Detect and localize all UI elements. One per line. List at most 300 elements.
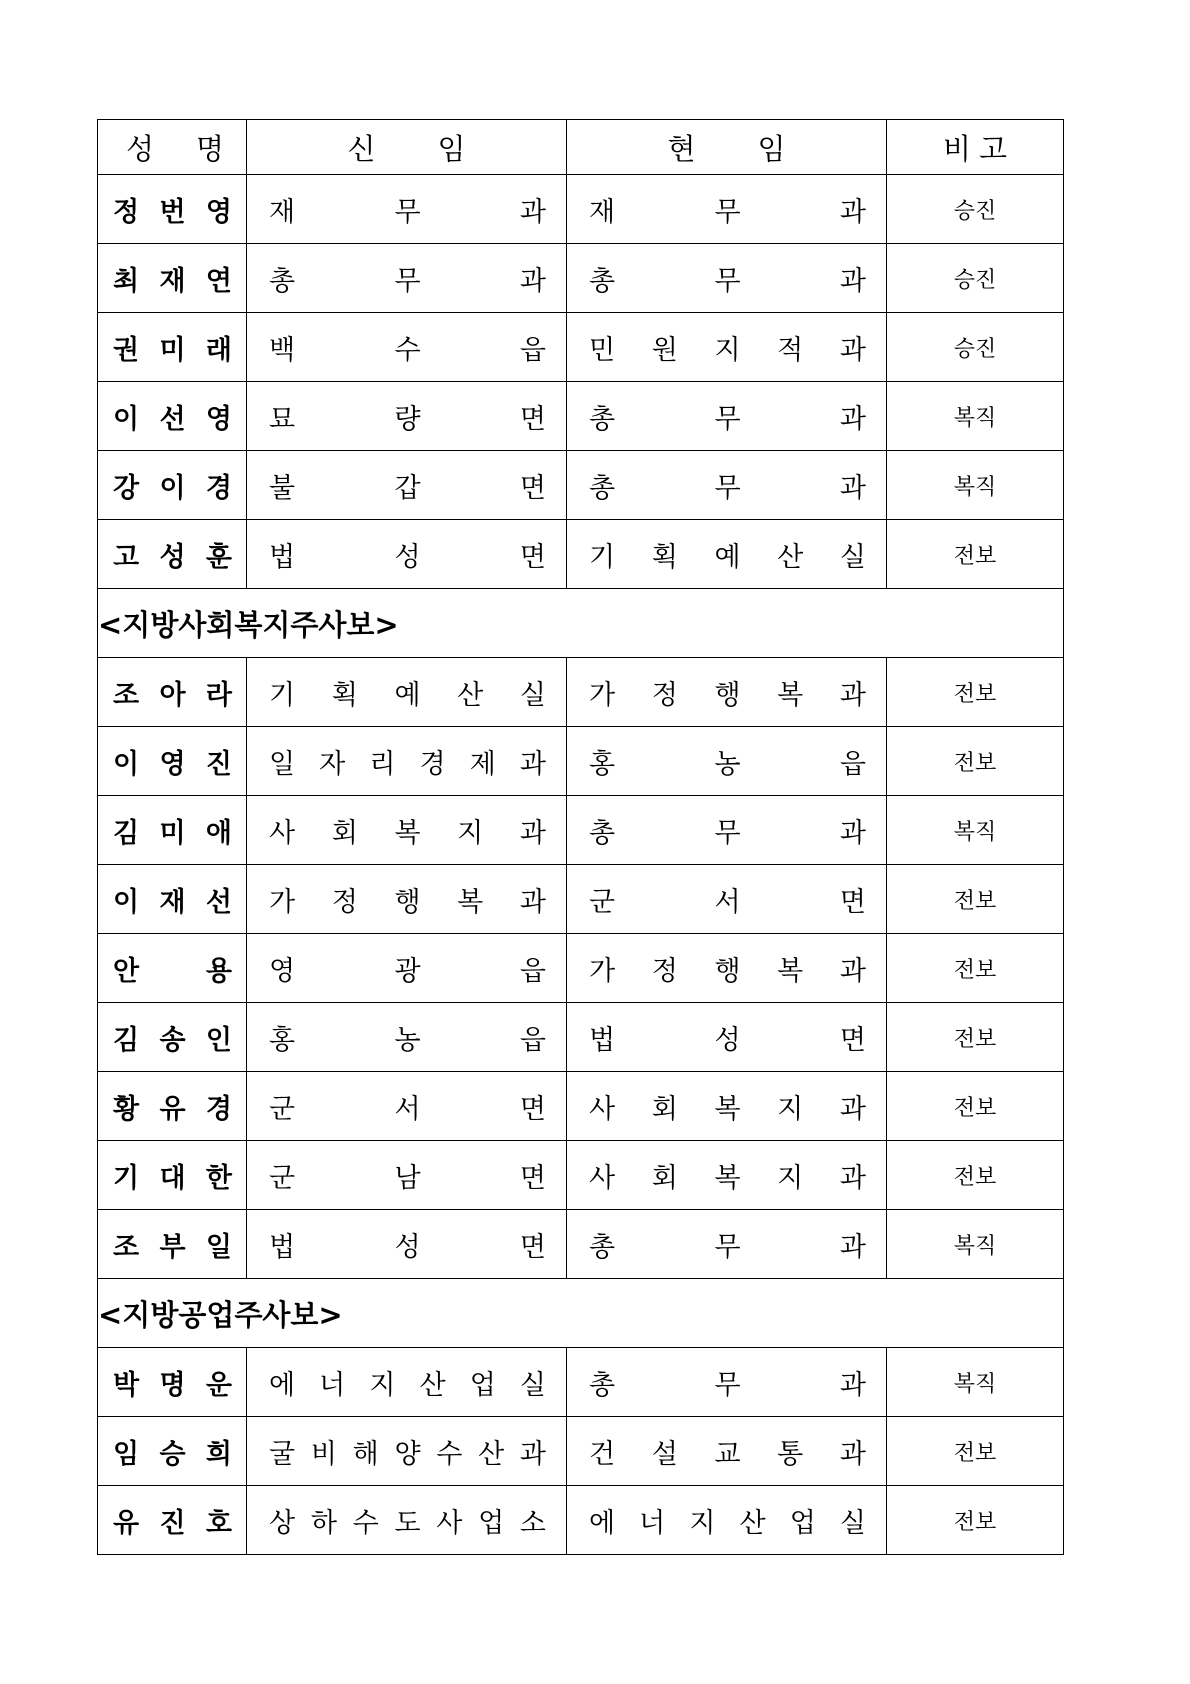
note-cell: 전보 bbox=[887, 1486, 1064, 1555]
person-name-char: 임 bbox=[113, 1438, 140, 1470]
new-post bbox=[247, 742, 566, 781]
person-name-char: 승 bbox=[159, 1438, 186, 1470]
new-post bbox=[247, 1432, 566, 1471]
table-row bbox=[98, 451, 1064, 520]
new-post-char: 과 bbox=[519, 265, 546, 297]
person-name-char: 김 bbox=[113, 1024, 140, 1056]
person-name-char: 명 bbox=[159, 1369, 186, 1401]
header-row bbox=[98, 120, 1064, 175]
person-name-char: 고 bbox=[113, 541, 140, 573]
current-post-char: 무 bbox=[714, 403, 741, 435]
new-post-char: 읍 bbox=[519, 334, 546, 366]
header-current-post bbox=[567, 120, 887, 175]
note-cell: 전보 bbox=[887, 1072, 1064, 1141]
note-cell: 복직 bbox=[887, 796, 1064, 865]
current-post-char: 서 bbox=[714, 886, 741, 918]
new-post-char: 군 bbox=[269, 1093, 296, 1125]
person-name bbox=[98, 1501, 246, 1540]
person-name-char: 영 bbox=[205, 196, 232, 228]
note-cell: 전보 bbox=[887, 520, 1064, 589]
current-post bbox=[567, 190, 886, 229]
note-cell: 복직 bbox=[887, 451, 1064, 520]
person-name-char: 조 bbox=[113, 1231, 140, 1263]
person-name-char: 희 bbox=[205, 1438, 232, 1470]
current-post-char: 행 bbox=[714, 955, 741, 987]
new-post-char: 업 bbox=[469, 1369, 496, 1401]
current-post-char: 무 bbox=[714, 817, 741, 849]
person-name-char: 한 bbox=[205, 1162, 232, 1194]
new-post-char: 사 bbox=[436, 1507, 463, 1539]
new-post-char: 일 bbox=[269, 748, 296, 780]
person-name-char: 유 bbox=[113, 1507, 140, 1539]
new-post-char: 도 bbox=[394, 1507, 421, 1539]
table-row bbox=[98, 865, 1064, 934]
person-name-char: 경 bbox=[205, 472, 232, 504]
table-row bbox=[98, 934, 1064, 1003]
current-post bbox=[567, 259, 886, 298]
person-name-cell bbox=[98, 382, 247, 451]
new-post bbox=[247, 397, 566, 436]
current-post-char: 읍 bbox=[839, 748, 866, 780]
person-name-char: 기 bbox=[113, 1162, 140, 1194]
current-post bbox=[567, 535, 886, 574]
person-name-char: 운 bbox=[205, 1369, 232, 1401]
new-post-char: 무 bbox=[394, 265, 421, 297]
current-post-char: 농 bbox=[714, 748, 741, 780]
person-name-char: 아 bbox=[159, 679, 186, 711]
current-post-char: 가 bbox=[589, 955, 616, 987]
person-name-char: 성 bbox=[159, 541, 186, 573]
current-post-cell bbox=[567, 520, 887, 589]
header-note-char: 비 bbox=[942, 131, 971, 166]
section-title: <지방사회복지주사보> bbox=[98, 589, 1064, 658]
new-post-char: 읍 bbox=[519, 1024, 546, 1056]
new-post-char: 성 bbox=[394, 541, 421, 573]
current-post-char: 과 bbox=[839, 1093, 866, 1125]
current-post-cell bbox=[567, 934, 887, 1003]
current-post-char: 과 bbox=[839, 472, 866, 504]
person-name-char: 영 bbox=[159, 748, 186, 780]
new-post-cell bbox=[247, 1141, 567, 1210]
new-post-char: 기 bbox=[269, 679, 296, 711]
new-post-char: 비 bbox=[310, 1438, 337, 1470]
person-name-char: 애 bbox=[205, 817, 232, 849]
person-name-char: 정 bbox=[113, 196, 140, 228]
person-name-char: 대 bbox=[159, 1162, 186, 1194]
new-post-char: 복 bbox=[394, 817, 421, 849]
person-name-char: 안 bbox=[113, 955, 140, 987]
person-name-char: 최 bbox=[113, 265, 140, 297]
current-post-char: 총 bbox=[589, 472, 616, 504]
person-name bbox=[98, 880, 246, 919]
person-name-cell bbox=[98, 520, 247, 589]
new-post bbox=[247, 190, 566, 229]
current-post-char: 복 bbox=[714, 1093, 741, 1125]
new-post bbox=[247, 259, 566, 298]
new-post-char: 성 bbox=[394, 1231, 421, 1263]
table-row bbox=[98, 658, 1064, 727]
new-post-char: 읍 bbox=[519, 955, 546, 987]
person-name-cell bbox=[98, 175, 247, 244]
new-post-char: 면 bbox=[519, 1231, 546, 1263]
person-name-char: 송 bbox=[159, 1024, 186, 1056]
current-post-char: 무 bbox=[714, 265, 741, 297]
person-name-char: 번 bbox=[159, 196, 186, 228]
new-post-cell bbox=[247, 934, 567, 1003]
new-post-char: 제 bbox=[469, 748, 496, 780]
current-post-char: 건 bbox=[589, 1438, 616, 1470]
current-post-char: 복 bbox=[777, 679, 804, 711]
current-post-char: 사 bbox=[589, 1093, 616, 1125]
new-post-char: 면 bbox=[519, 403, 546, 435]
new-post-cell bbox=[247, 520, 567, 589]
new-post-char: 획 bbox=[331, 679, 358, 711]
new-post bbox=[247, 535, 566, 574]
header-note-char: 고 bbox=[979, 131, 1008, 166]
person-name bbox=[98, 190, 246, 229]
new-post bbox=[247, 811, 566, 850]
person-name-char: 선 bbox=[205, 886, 232, 918]
current-post-char: 회 bbox=[651, 1162, 678, 1194]
current-post bbox=[567, 1018, 886, 1057]
new-post-char: 예 bbox=[394, 679, 421, 711]
person-name bbox=[98, 397, 246, 436]
current-post-char: 정 bbox=[651, 955, 678, 987]
current-post-char: 과 bbox=[839, 334, 866, 366]
new-post-cell bbox=[247, 382, 567, 451]
note-cell: 복직 bbox=[887, 1348, 1064, 1417]
person-name-char: 김 bbox=[113, 817, 140, 849]
person-name-cell bbox=[98, 1486, 247, 1555]
table-row bbox=[98, 1072, 1064, 1141]
current-post-char: 과 bbox=[839, 265, 866, 297]
new-post-char: 과 bbox=[519, 748, 546, 780]
person-name-char: 경 bbox=[205, 1093, 232, 1125]
new-post-char: 해 bbox=[352, 1438, 379, 1470]
table-row bbox=[98, 382, 1064, 451]
current-post-char: 군 bbox=[589, 886, 616, 918]
current-post-char: 면 bbox=[839, 1024, 866, 1056]
new-post-char: 백 bbox=[269, 334, 296, 366]
person-name-char: 연 bbox=[205, 265, 232, 297]
new-post-char: 실 bbox=[519, 1369, 546, 1401]
person-name-cell bbox=[98, 1072, 247, 1141]
current-post-char: 회 bbox=[651, 1093, 678, 1125]
person-name-char: 호 bbox=[205, 1507, 232, 1539]
person-name-char: 유 bbox=[159, 1093, 186, 1125]
new-post-char: 지 bbox=[457, 817, 484, 849]
new-post-char: 상 bbox=[269, 1507, 296, 1539]
new-post-char: 과 bbox=[519, 817, 546, 849]
person-name-char: 선 bbox=[159, 403, 186, 435]
new-post bbox=[247, 949, 566, 988]
header-new-post bbox=[247, 120, 567, 175]
new-post-cell bbox=[247, 313, 567, 382]
current-post-char: 업 bbox=[789, 1507, 816, 1539]
current-post-char: 지 bbox=[714, 334, 741, 366]
new-post bbox=[247, 673, 566, 712]
current-post-cell bbox=[567, 175, 887, 244]
current-post-char: 산 bbox=[777, 541, 804, 573]
current-post bbox=[567, 1225, 886, 1264]
table-row bbox=[98, 1210, 1064, 1279]
person-name-cell bbox=[98, 658, 247, 727]
current-post-char: 너 bbox=[639, 1507, 666, 1539]
current-post-cell bbox=[567, 1003, 887, 1072]
current-post bbox=[567, 1363, 886, 1402]
person-name-cell bbox=[98, 1348, 247, 1417]
section-row bbox=[98, 1279, 1064, 1348]
person-name bbox=[98, 1018, 246, 1057]
new-post bbox=[247, 1018, 566, 1057]
person-name-char: 미 bbox=[159, 334, 186, 366]
person-name-cell bbox=[98, 934, 247, 1003]
current-post-char: 통 bbox=[777, 1438, 804, 1470]
current-post bbox=[567, 1156, 886, 1195]
person-name-char: 조 bbox=[113, 679, 140, 711]
person-name-char: 일 bbox=[205, 1231, 232, 1263]
table-row bbox=[98, 1003, 1064, 1072]
new-post-cell bbox=[247, 796, 567, 865]
current-post-char: 총 bbox=[589, 817, 616, 849]
new-post-char: 굴 bbox=[269, 1438, 296, 1470]
current-post bbox=[567, 1432, 886, 1471]
current-post-cell bbox=[567, 244, 887, 313]
new-post-char: 군 bbox=[269, 1162, 296, 1194]
current-post-char: 기 bbox=[589, 541, 616, 573]
note-cell: 승진 bbox=[887, 244, 1064, 313]
new-post-char: 수 bbox=[352, 1507, 379, 1539]
current-post-char: 복 bbox=[777, 955, 804, 987]
current-post-char: 과 bbox=[839, 403, 866, 435]
header-current-post-char: 현 bbox=[667, 131, 696, 166]
new-post bbox=[247, 1225, 566, 1264]
current-post bbox=[567, 466, 886, 505]
note-cell: 전보 bbox=[887, 1417, 1064, 1486]
table-row bbox=[98, 175, 1064, 244]
personnel-table bbox=[97, 119, 1064, 1555]
new-post-char: 무 bbox=[394, 196, 421, 228]
current-post-char: 예 bbox=[714, 541, 741, 573]
current-post-cell bbox=[567, 1141, 887, 1210]
person-name-char: 미 bbox=[159, 817, 186, 849]
person-name-char: 영 bbox=[205, 403, 232, 435]
new-post-char: 너 bbox=[319, 1369, 346, 1401]
person-name-char: 이 bbox=[159, 472, 186, 504]
new-post-cell bbox=[247, 1003, 567, 1072]
new-post-char: 업 bbox=[478, 1507, 505, 1539]
person-name-cell bbox=[98, 451, 247, 520]
current-post-char: 면 bbox=[839, 886, 866, 918]
new-post bbox=[247, 466, 566, 505]
new-post-char: 서 bbox=[394, 1093, 421, 1125]
person-name-char: 황 bbox=[113, 1093, 140, 1125]
current-post bbox=[567, 949, 886, 988]
person-name-cell bbox=[98, 727, 247, 796]
new-post-char: 복 bbox=[457, 886, 484, 918]
current-post-cell bbox=[567, 1348, 887, 1417]
current-post-cell bbox=[567, 658, 887, 727]
current-post-char: 민 bbox=[589, 334, 616, 366]
table-row bbox=[98, 796, 1064, 865]
current-post bbox=[567, 1501, 886, 1540]
new-post-char: 사 bbox=[269, 817, 296, 849]
current-post-char: 재 bbox=[589, 196, 616, 228]
person-name-char: 훈 bbox=[205, 541, 232, 573]
current-post-char: 획 bbox=[651, 541, 678, 573]
current-post bbox=[567, 673, 886, 712]
new-post-char: 면 bbox=[519, 1093, 546, 1125]
current-post bbox=[567, 880, 886, 919]
person-name bbox=[98, 466, 246, 505]
new-post-char: 회 bbox=[331, 817, 358, 849]
note-cell: 전보 bbox=[887, 727, 1064, 796]
current-post-char: 실 bbox=[839, 1507, 866, 1539]
new-post-char: 남 bbox=[394, 1162, 421, 1194]
new-post-char: 묘 bbox=[269, 403, 296, 435]
new-post-char: 수 bbox=[436, 1438, 463, 1470]
note-cell: 전보 bbox=[887, 658, 1064, 727]
current-post-char: 사 bbox=[589, 1162, 616, 1194]
person-name-char: 재 bbox=[159, 886, 186, 918]
current-post-char: 지 bbox=[689, 1507, 716, 1539]
new-post-char: 양 bbox=[394, 1438, 421, 1470]
table-body bbox=[98, 120, 1064, 1555]
header-name bbox=[98, 120, 247, 175]
current-post-char: 과 bbox=[839, 817, 866, 849]
new-post-char: 과 bbox=[519, 1438, 546, 1470]
new-post-char: 가 bbox=[269, 886, 296, 918]
current-post-cell bbox=[567, 1486, 887, 1555]
current-post-cell bbox=[567, 1072, 887, 1141]
person-name-char: 진 bbox=[205, 748, 232, 780]
person-name-char: 이 bbox=[113, 748, 140, 780]
person-name bbox=[98, 259, 246, 298]
note-cell: 승진 bbox=[887, 175, 1064, 244]
section-title: <지방공업주사보> bbox=[98, 1279, 1064, 1348]
note-cell: 전보 bbox=[887, 865, 1064, 934]
person-name-char: 권 bbox=[113, 334, 140, 366]
current-post-char: 과 bbox=[839, 1162, 866, 1194]
new-post-cell bbox=[247, 1417, 567, 1486]
new-post-char: 경 bbox=[419, 748, 446, 780]
current-post-char: 과 bbox=[839, 196, 866, 228]
header-name-char: 명 bbox=[195, 131, 224, 166]
current-post-char: 과 bbox=[839, 1231, 866, 1263]
current-post-char: 총 bbox=[589, 1231, 616, 1263]
header-note-chars bbox=[887, 127, 1063, 168]
new-post-char: 홍 bbox=[269, 1024, 296, 1056]
current-post-cell bbox=[567, 865, 887, 934]
table-row bbox=[98, 1417, 1064, 1486]
new-post-char: 면 bbox=[519, 541, 546, 573]
person-name-cell bbox=[98, 1210, 247, 1279]
new-post-char: 면 bbox=[519, 1162, 546, 1194]
current-post-cell bbox=[567, 1417, 887, 1486]
current-post-char: 과 bbox=[839, 955, 866, 987]
header-current-post-char: 임 bbox=[757, 131, 786, 166]
new-post-char: 리 bbox=[369, 748, 396, 780]
current-post-char: 과 bbox=[839, 1438, 866, 1470]
new-post-char: 과 bbox=[519, 196, 546, 228]
new-post-cell bbox=[247, 244, 567, 313]
current-post-cell bbox=[567, 382, 887, 451]
person-name bbox=[98, 673, 246, 712]
new-post-char: 지 bbox=[369, 1369, 396, 1401]
person-name-cell bbox=[98, 313, 247, 382]
table-row bbox=[98, 313, 1064, 382]
current-post-char: 무 bbox=[714, 1231, 741, 1263]
new-post bbox=[247, 1087, 566, 1126]
section-row bbox=[98, 589, 1064, 658]
new-post-char: 실 bbox=[519, 679, 546, 711]
table-row bbox=[98, 1141, 1064, 1210]
header-name-chars bbox=[98, 127, 246, 168]
new-post bbox=[247, 880, 566, 919]
new-post-char: 불 bbox=[269, 472, 296, 504]
current-post-char: 무 bbox=[714, 1369, 741, 1401]
person-name-char: 진 bbox=[159, 1507, 186, 1539]
current-post-cell bbox=[567, 1210, 887, 1279]
person-name-char: 래 bbox=[205, 334, 232, 366]
new-post-char: 농 bbox=[394, 1024, 421, 1056]
new-post-char: 자 bbox=[319, 748, 346, 780]
current-post bbox=[567, 742, 886, 781]
person-name bbox=[98, 742, 246, 781]
new-post bbox=[247, 328, 566, 367]
header-current-post-chars bbox=[567, 127, 886, 168]
note-cell: 승진 bbox=[887, 313, 1064, 382]
current-post-char: 총 bbox=[589, 403, 616, 435]
new-post-char: 수 bbox=[394, 334, 421, 366]
new-post-char: 정 bbox=[331, 886, 358, 918]
new-post-char: 법 bbox=[269, 1231, 296, 1263]
new-post-char: 량 bbox=[394, 403, 421, 435]
table-row bbox=[98, 1486, 1064, 1555]
current-post-char: 실 bbox=[839, 541, 866, 573]
current-post-char: 적 bbox=[777, 334, 804, 366]
current-post-char: 복 bbox=[714, 1162, 741, 1194]
new-post bbox=[247, 1156, 566, 1195]
person-name-char: 인 bbox=[205, 1024, 232, 1056]
current-post-char: 과 bbox=[839, 679, 866, 711]
header-new-post-char: 임 bbox=[437, 131, 466, 166]
new-post-cell bbox=[247, 175, 567, 244]
current-post-char: 무 bbox=[714, 472, 741, 504]
current-post-char: 무 bbox=[714, 196, 741, 228]
new-post-char: 행 bbox=[394, 886, 421, 918]
person-name bbox=[98, 1432, 246, 1471]
current-post bbox=[567, 811, 886, 850]
person-name-cell bbox=[98, 244, 247, 313]
new-post-char: 갑 bbox=[394, 472, 421, 504]
person-name bbox=[98, 1156, 246, 1195]
new-post-char: 산 bbox=[419, 1369, 446, 1401]
person-name bbox=[98, 1225, 246, 1264]
new-post-char: 산 bbox=[478, 1438, 505, 1470]
new-post-char: 소 bbox=[519, 1507, 546, 1539]
person-name-cell bbox=[98, 796, 247, 865]
note-cell: 복직 bbox=[887, 382, 1064, 451]
current-post-cell bbox=[567, 313, 887, 382]
new-post-cell bbox=[247, 658, 567, 727]
current-post-char: 총 bbox=[589, 265, 616, 297]
current-post-char: 산 bbox=[739, 1507, 766, 1539]
table-row bbox=[98, 727, 1064, 796]
current-post bbox=[567, 328, 886, 367]
new-post-char: 에 bbox=[269, 1369, 296, 1401]
person-name bbox=[98, 811, 246, 850]
